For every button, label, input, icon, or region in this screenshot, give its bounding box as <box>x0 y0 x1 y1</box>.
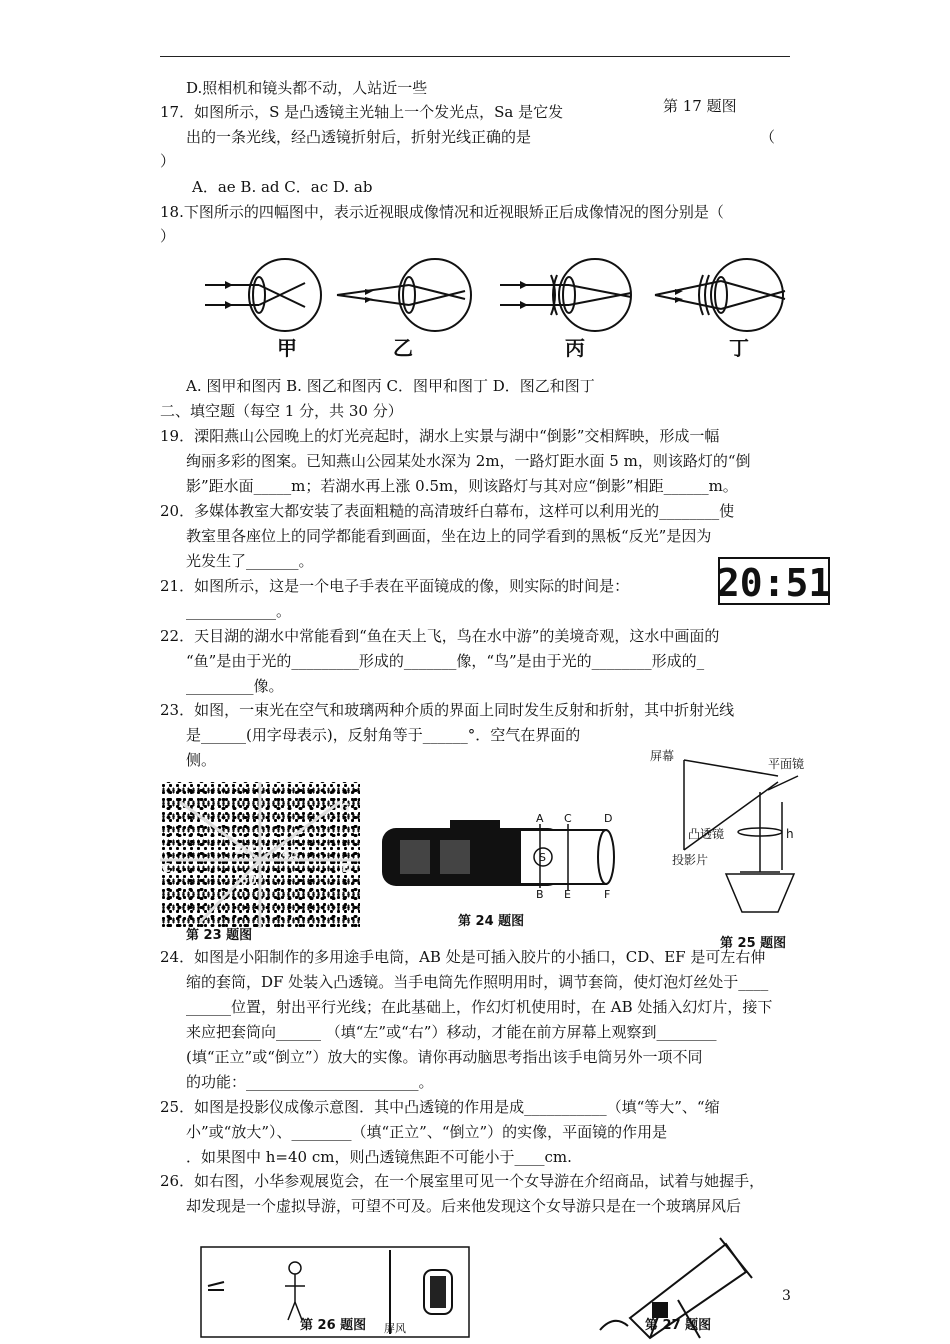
fig25-label-slide: 投影片 <box>672 853 709 867</box>
q20-line1: 20．多媒体教室大都安装了表面粗糙的高清玻纤白幕布，这样可以利用光的________使 <box>160 502 735 520</box>
q26-line2: 却发现是一个虚拟导游，可望不可及。后来他发现这个女导游只是在一个玻璃屏风后 <box>186 1197 742 1215</box>
q20-line2: 教室里各座位上的同学都能看到画面，坐在边上的同学看到的黑板“反光”是因为 <box>186 527 712 545</box>
fig23-caption: 第 23 题图 <box>186 928 253 943</box>
fig24-caption: 第 24 题图 <box>458 914 525 929</box>
q18-line1: 18.下图所示的四幅图中，表示近视眼成像情况和近视眼矫正后成像情况的图分别是（ <box>160 203 724 221</box>
fig18-eye-diagrams <box>195 255 805 370</box>
q23-line1: 23．如图，一束光在空气和玻璃两种介质的界面上同时发生反射和折射，其中折射光线 <box>160 701 735 719</box>
q19-line3: 影”距水面_____m；若湖水再上涨 0.5m，则该路灯与其对应“倒影”相距______m。 <box>186 477 738 495</box>
q24-line1: 24．如图是小阳制作的多用途手电筒，AB 处是可插入胶片的小插口，CD、EF 是可左右伸 <box>160 948 766 966</box>
fig23-angle1: 30° <box>234 843 257 857</box>
fig23-refraction-image <box>160 782 360 928</box>
q24-line2: 缩的套筒，DF 处装入凸透镜。当手电筒先作照明用时，调节套筒，使灯泡灯丝处于____ <box>186 973 769 991</box>
q24-line4: 来应把套筒向______ （填“左”或“右”）移动，才能在前方屏幕上观察到________ <box>186 1023 717 1041</box>
header-rule <box>160 56 790 57</box>
q17-line1: 17．如图所示，S 是凸透镜主光轴上一个发光点，Sa 是它发 <box>160 103 564 121</box>
q26-line1: 26．如右图，小华参观展览会，在一个展室里可见一个女导游在介绍商品，试着与她握手， <box>160 1172 765 1190</box>
fig23-lines <box>160 782 360 928</box>
q21-line1: 21．如图所示，这是一个电子手表在平面镜成的像，则实际的时间是： <box>160 577 630 595</box>
fig23-angle2: 60° <box>240 873 263 887</box>
fig18-label-2: 乙 <box>393 336 413 360</box>
fig24-label-d: D <box>604 812 613 825</box>
q23-line2: 是______(用字母表示)，反射角等于______°．空气在界面的 <box>186 726 581 744</box>
fig21-digital-clock <box>718 557 830 605</box>
fig25-label-lens: 凸透镜 <box>688 827 725 841</box>
page-number: 3 <box>782 1288 791 1304</box>
fig24-label-s: S <box>539 851 546 864</box>
clock-display-text: 20:51 <box>720 561 828 603</box>
fig24-label-b: B <box>536 888 544 900</box>
q20-line3: 光发生了_______。 <box>186 552 314 570</box>
q25-line2: 小”或“放大”）、________（填“正立”、“倒立”）的实像，平面镜的作用是 <box>186 1123 668 1141</box>
fig27-caption: 第 27 题图 <box>645 1318 712 1333</box>
fig24-label-f: F <box>604 888 611 900</box>
fig25-label-h: h <box>786 827 794 841</box>
q22-line1: 22．天目湖的湖水中常能看到“鱼在天上飞，鸟在水中游”的美境奇观，这水中画面的 <box>160 627 720 645</box>
q23-line3: 侧。 <box>186 751 217 769</box>
fig25-caption: 第 25 题图 <box>720 936 787 951</box>
fig25-label-mirror: 平面镜 <box>768 757 805 771</box>
q17-paren-open: （ <box>760 128 776 146</box>
fig25-label-screen: 屏幕 <box>650 749 675 763</box>
fig23-angle3: 45 <box>282 847 299 861</box>
q21-line2: ____________。 <box>186 602 292 620</box>
fig24-label-a: A <box>536 812 544 825</box>
fig18-label-3: 丙 <box>565 336 585 360</box>
q24-line5: (填“正立”或“倒立”）放大的实像。请你再动脑思考指出该手电筒另外一项不同 <box>186 1048 703 1066</box>
q24-line6: 的功能：_______________________。 <box>186 1073 434 1091</box>
fig23-label-c: C <box>162 861 171 875</box>
q22-line2: “鱼”是由于光的_________形成的_______像，“鸟”是由于光的________形成的_ <box>186 652 705 670</box>
section-2-heading: 二、填空题（每空 1 分，共 30 分） <box>160 402 403 420</box>
q17-options: A．ae B. ad C．ac D. ab <box>192 178 373 196</box>
q25-line3: ．如果图中 h=40 cm，则凸透镜焦距不可能小于____cm. <box>186 1148 572 1166</box>
fig23-label-g: G <box>340 801 350 815</box>
q17-line2: 出的一条光线，经凸透镜折射后，折射光线正确的是 <box>186 128 532 146</box>
fig18-label-1: 甲 <box>277 336 297 360</box>
q18-line2: ） <box>160 227 176 245</box>
q17-paren-close: ） <box>160 152 176 170</box>
fig17-caption: 第 17 题图 <box>663 97 737 115</box>
q22-line3: _________像。 <box>186 677 284 695</box>
fig25-projector <box>650 742 810 932</box>
fig24-label-e: E <box>564 888 571 900</box>
q24-line3: ______位置，射出平行光线；在此基础上，作幻灯机使用时，在 AB 处插入幻灯片，接下 <box>186 998 773 1016</box>
fig23-label-d: D <box>342 861 352 875</box>
q25-line1: 25．如图是投影仪成像示意图．其中凸透镜的作用是成___________（填“等大”、“缩 <box>160 1098 720 1116</box>
fig24-flashlight <box>380 810 625 900</box>
clock-digits <box>720 559 828 603</box>
q19-line1: 19．溧阳燕山公园晚上的灯光亮起时，湖水上实景与湖中“倒影”交相辉映，形成一幅 <box>160 427 720 445</box>
fig18-label-4: 丁 <box>729 336 749 360</box>
fig26-caption: 第 26 题图 <box>300 1318 367 1333</box>
fig26-label-screen: 屏风 <box>384 1322 406 1335</box>
q19-line2: 绚丽多彩的图案。已知燕山公园某处水深为 2m，一路灯距水面 5 m，则该路灯的“倒 <box>186 452 751 470</box>
q18-options: A. 图甲和图丙 B. 图乙和图丙 C．图甲和图丁 D．图乙和图丁 <box>186 377 595 395</box>
option-d-line: D.照相机和镜头都不动，人站近一些 <box>186 79 428 97</box>
fig24-label-c: C <box>564 812 572 825</box>
